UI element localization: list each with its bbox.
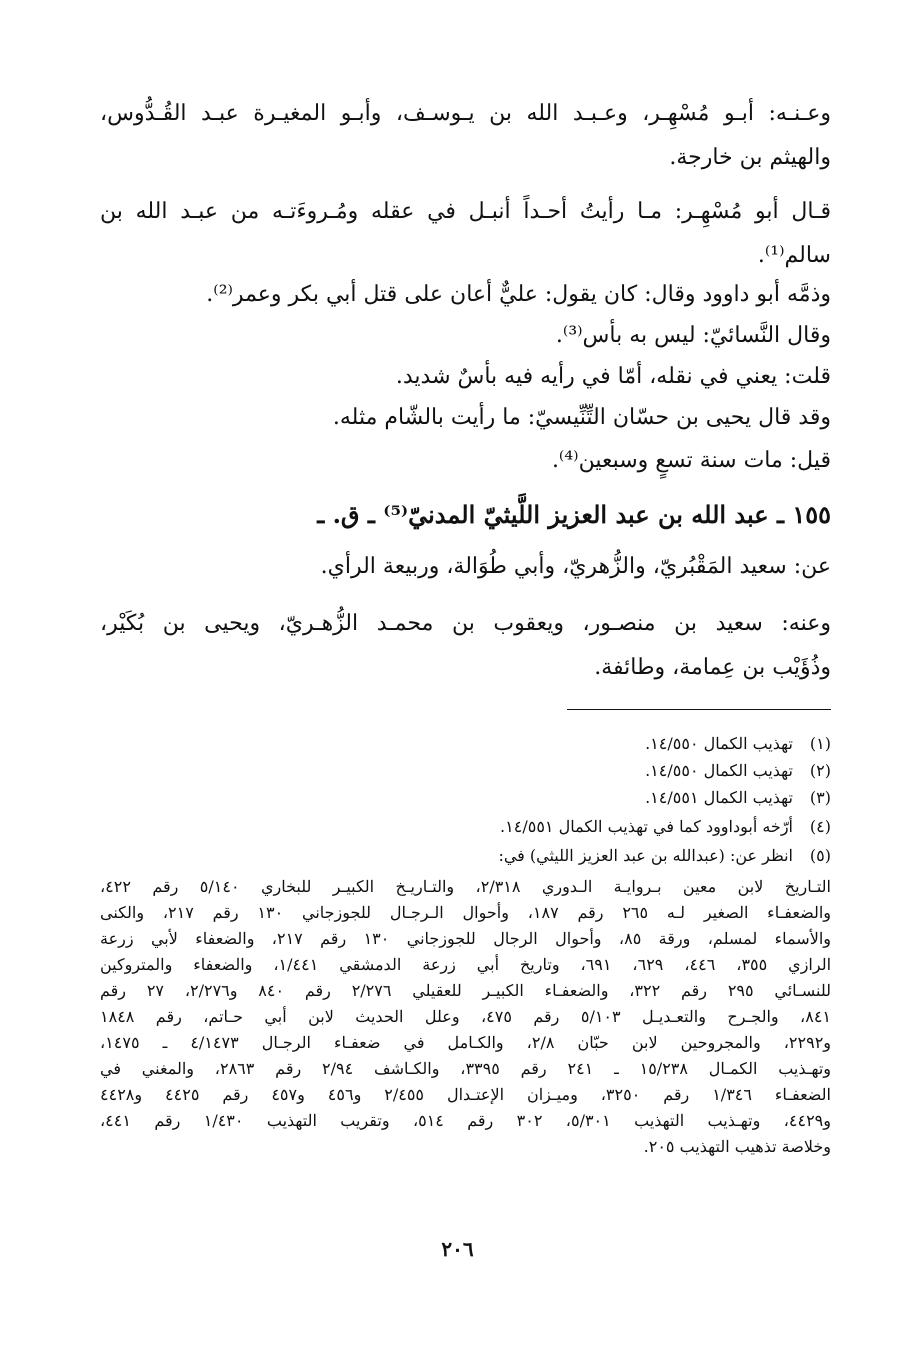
footnote-5-line: والضعفـاء الصغير لـه ٢٦٥ رقم ١٨٧، وأحوال الـرجـال للجوزجاني ١٣٠ رقم ٢١٧، والكنى (100, 903, 832, 922)
footnote-5-line: وتهـذيب الكمـال ١٥/٢٣٨ ـ ٢٤١ رقم ٣٣٩٥، والكـاشف ٢/٩٤ رقم ٢٨٦٣، والمغني في (100, 1059, 832, 1078)
body-line: وذمَّه أبو داوود وقال: كان يقول: عليٌّ أعان على قتل أبي بكر وعمر⁽²⁾. (206, 282, 831, 307)
body-line: عن: سعيد المَقْبُريّ، والزُّهريّ، وأبي طُوَالة، وربيعة الرأي. (320, 554, 831, 579)
entry-heading: ١٥٥ ـ عبد الله بن عبد العزيز اللَّيثيّ المدنيّ⁽⁵⁾ ـ ق. ـ (317, 500, 831, 529)
footnote-number: (٢) (809, 761, 831, 780)
body-line: وقال النَّسائيّ: ليس به بأس⁽³⁾. (555, 323, 831, 348)
body-line: قـال أبو مُسْهِـر: مـا رأيتُ أحـداً أنبـل في عقله ومُـروءَتـه من عبـد الله بن (100, 199, 831, 224)
footnote-5-line: والأسماء لمسلم، ورقة ٨٥، وأحوال الرجال للجوزجاني ١٣٠ رقم ٢١٧، والضعفاء لأبي زرعة (100, 929, 832, 948)
footnote-text: تهذيب الكمال ١٤/٥٥١. (645, 788, 793, 807)
footnote-text: تهذيب الكمال ١٤/٥٥٠. (645, 761, 793, 780)
footnote-5-line: الرازي ٣٥٥، ٤٤٦، ٦٢٩، ٦٩١، وتاريخ أبي زرعة الدمشقي ١/٤٤١، والضعفاء والمتروكين (100, 955, 832, 974)
footnote-5-line: الضعفـاء ١/٣٤٦ رقم ٣٢٥٠، وميـزان الإعتـدال ٢/٤٥٥ و٤٥٦ و٤٥٧ رقم ٤٤٢٥ و٤٤٢٨ (100, 1085, 832, 1104)
page-content (100, 0, 831, 1366)
body-line: والهيثم بن خارجة. (669, 145, 831, 170)
body-line: وعـنـه: أبـو مُسْهِـر، وعـبـد الله بن يـوسـف، وأبـو المغيـرة عبـد القُـدُّوس، (100, 101, 831, 126)
footnote-5-line: وخلاصة تذهيب التهذيب ٢٠٥. (643, 1137, 831, 1156)
footnote-5-line: للنسـائي ٢٩٥ رقم ٣٢٢، والضعفـاء الكبيـر للعقيلي ٢/٢٧٦ رقم ٨٤٠ و٢/٢٧٦، ٢٧ رقم (100, 981, 832, 1000)
footnote-number: (١) (809, 734, 831, 753)
page-number: ٢٠٦ (441, 1237, 474, 1261)
footnote-5-line: و٢٢٩٢، والمجروحين لابن حبّان ٢/٨، والكـامل في ضعفـاء الرجـال ٤/١٤٧٣ ـ ١٤٧٥، (100, 1033, 832, 1052)
footnote-number: (٤) (809, 817, 831, 836)
footnote-text: أرّخه أبوداوود كما في تهذيب الكمال ١٤/٥٥١. (500, 817, 793, 836)
body-line: وذُؤَيْب بن عِمامة، وطائفة. (594, 655, 831, 680)
footnote-text: انظر عن: (عبدالله بن عبد العزيز الليثي) في: (498, 846, 793, 865)
footnote-number: (٥) (809, 846, 831, 865)
body-line: وعنه: سعيد بن منصـور، ويعقوب بن محمـد الزُّهـريّ، ويحيى بن بُكَيْر، (100, 611, 831, 636)
body-line: وقد قال يحيى بن حسّان التِّنِّيسيّ: ما رأيت بالشّام مثله. (332, 405, 831, 430)
footnote-number: (٣) (809, 788, 831, 807)
body-line: قيل: مات سنة تسعٍ وسبعين⁽⁴⁾. (551, 448, 831, 473)
footnote-5-line: ٨٤١، والجـرح والتعـديـل ٥/١٠٣ رقم ٤٧٥، وعلل الحديث لابن أبي حـاتم، رقم ١٨٤٨ (100, 1007, 831, 1026)
footnote-5-line: التـاريخ لابن معين بـروايـة الـدوري ٢/٣١٨، والتـاريـخ الكبيـر للبخاري ٥/١٤٠ رقم ٤٢٢، (100, 877, 831, 896)
footnote-text: تهذيب الكمال ١٤/٥٥٠. (645, 734, 793, 753)
body-line: سالم⁽¹⁾. (757, 243, 831, 268)
footnote-divider (567, 709, 831, 710)
footnote-5-line: و٤٤٢٩، وتهـذيب التهذيب ٥/٣٠١، ٣٠٢ رقم ٥١٤، وتقريب التهذيب ١/٤٣٠ رقم ٤٤١، (100, 1111, 831, 1130)
body-line: قلت: يعني في نقله، أمّا في رأيه فيه بأسٌ شديد. (395, 364, 831, 389)
